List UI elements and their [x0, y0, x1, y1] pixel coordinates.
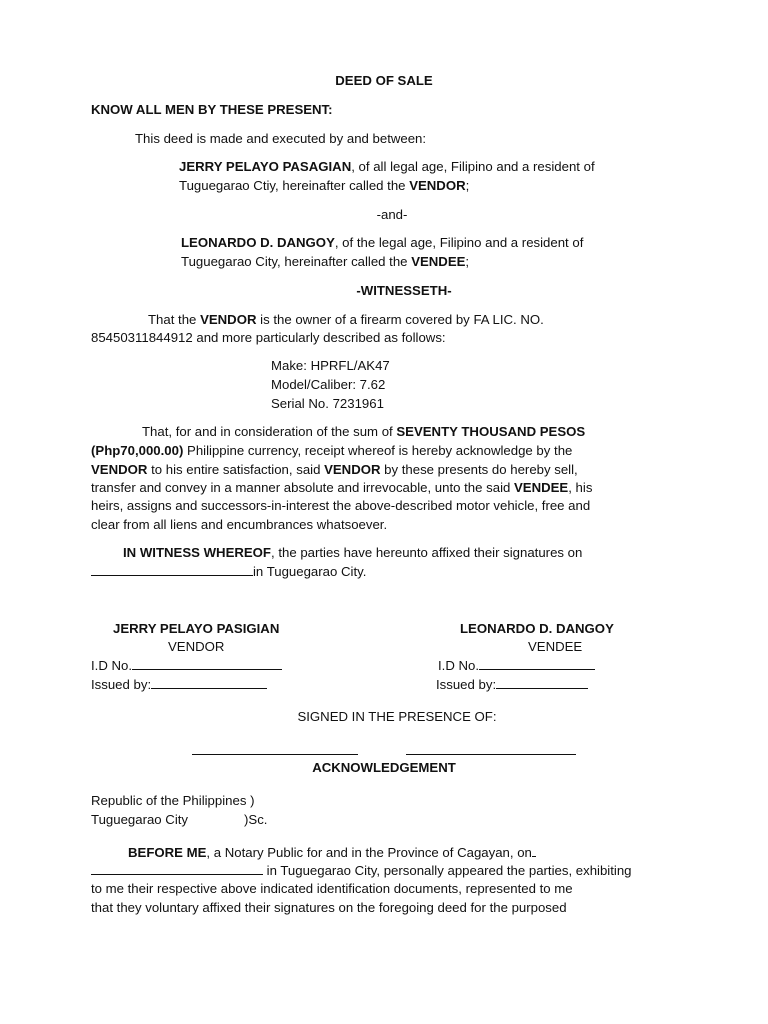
para2-text-e: transfer and convey in a manner absolute and irrevocable, unto the said — [91, 480, 514, 495]
right-issued-blank[interactable] — [496, 676, 588, 689]
firearm-model: Model/Caliber: 7.62 — [271, 377, 386, 392]
para2-text-d: by these presents do hereby sell, — [380, 462, 578, 477]
para4-line-1 — [128, 844, 536, 862]
right-id-label: I.D No. — [438, 658, 480, 673]
venue-city: Tuguegarao City — [91, 812, 189, 827]
signed-presence-heading: SIGNED IN THE PRESENCE OF: — [297, 709, 497, 724]
left-issued-line — [91, 676, 267, 694]
vendee-party-punct: ; — [465, 254, 470, 269]
para1-line-2: 85450311844912 and more particularly described as follows: — [91, 330, 446, 345]
para1-text-c: is the owner of a firearm covered by FA LIC. NO. — [256, 312, 544, 327]
vendor-party-line-1 — [179, 158, 595, 176]
vendor-role: VENDOR — [409, 178, 466, 193]
vendee-party-line-1 — [181, 234, 583, 252]
vendor-party-text-2: Tuguegarao Ctiy, hereinafter called the — [179, 178, 410, 193]
vendor-party-text: , of all legal age, Filipino and a resident of — [351, 159, 595, 174]
para2-line-4 — [91, 479, 592, 497]
signature-left-role: VENDOR — [168, 639, 225, 654]
vendee-role: VENDEE — [411, 254, 466, 269]
left-issued-label: Issued by: — [91, 677, 152, 692]
para2-line-1 — [142, 423, 585, 441]
para3-line-2 — [91, 563, 366, 581]
left-id-blank[interactable] — [132, 657, 282, 670]
para3-text-b: , the parties have hereunto affixed their signatures on — [271, 545, 583, 560]
know-all-heading: KNOW ALL MEN BY THESE PRESENT: — [91, 102, 333, 117]
para4-line-3: to me their respective above indicated identification documents, represented to me — [91, 881, 573, 896]
venue-sc: )Sc. — [244, 812, 268, 827]
venue-line-2 — [91, 811, 267, 829]
para1-text-a: That the — [148, 312, 201, 327]
para3-text-c: in Tuguegarao City. — [253, 564, 367, 579]
notary-date-blank-start[interactable] — [532, 844, 536, 857]
para2-line-3 — [91, 461, 578, 479]
right-issued-label: Issued by: — [436, 677, 497, 692]
firearm-make: Make: HPRFL/AK47 — [271, 358, 390, 373]
para2-line-5: heirs, assigns and successors-in-interest the above-described motor vehicle, free and — [91, 498, 591, 513]
para1-line-1 — [148, 311, 544, 329]
witness-signature-line-1[interactable] — [192, 754, 358, 755]
para2-text-b: Philippine currency, receipt whereof is hereby acknowledge by the — [183, 443, 573, 458]
intro-text: This deed is made and executed by and between: — [135, 131, 427, 146]
right-id-line — [438, 657, 595, 675]
before-me: BEFORE ME — [128, 845, 207, 860]
right-issued-line — [436, 676, 588, 694]
para4-text-b: , a Notary Public for and in the Province of Cagayan, on — [206, 845, 532, 860]
para1-vendor: VENDOR — [200, 312, 257, 327]
para4-text-c: in Tuguegarao City, personally appeared the parties, exhibiting — [263, 863, 632, 878]
date-blank-line[interactable] — [91, 563, 253, 576]
para2-amount-words: SEVENTY THOUSAND PESOS — [396, 424, 586, 439]
left-issued-blank[interactable] — [151, 676, 267, 689]
para3-line-1 — [123, 544, 582, 562]
signature-right-role: VENDEE — [528, 639, 583, 654]
para2-vendor-1: VENDOR — [91, 462, 148, 477]
and-separator: -and- — [376, 207, 408, 222]
right-id-blank[interactable] — [479, 657, 595, 670]
vendee-party-text-2: Tuguegarao City, hereinafter called the — [181, 254, 412, 269]
witnesseth-heading: -WITNESSETH- — [356, 283, 452, 298]
para2-vendee: VENDEE — [514, 480, 569, 495]
left-id-label: I.D No. — [91, 658, 133, 673]
vendor-party-punct: ; — [465, 178, 470, 193]
para2-text-c: to his entire satisfaction, said — [147, 462, 325, 477]
signature-left-name: JERRY PELAYO PASIGIAN — [113, 621, 280, 636]
para4-line-2 — [91, 862, 632, 880]
left-id-line — [91, 657, 282, 675]
vendee-party-name: LEONARDO D. DANGOY — [181, 235, 335, 250]
signature-right-name: LEONARDO D. DANGOY — [460, 621, 614, 636]
para2-line-6: clear from all liens and encumbrances whatsoever. — [91, 517, 388, 532]
vendee-party-line-2 — [181, 253, 469, 271]
witness-signature-line-2[interactable] — [406, 754, 576, 755]
para2-line-2 — [91, 442, 572, 460]
acknowledgement-heading: ACKNOWLEDGEMENT — [312, 760, 456, 775]
document-title: DEED OF SALE — [335, 73, 433, 88]
para2-text-f: , his — [568, 480, 593, 495]
vendor-party-line-2 — [179, 177, 469, 195]
venue-line-1: Republic of the Philippines ) — [91, 793, 255, 808]
firearm-serial: Serial No. 7231961 — [271, 396, 384, 411]
notary-date-blank[interactable] — [91, 862, 263, 875]
vendor-party-name: JERRY PELAYO PASAGIAN — [179, 159, 352, 174]
para2-vendor-2: VENDOR — [324, 462, 381, 477]
vendee-party-text: , of the legal age, Filipino and a resident of — [334, 235, 584, 250]
para2-amount: (Php70,000.00) — [91, 443, 184, 458]
para2-text-a: That, for and in consideration of the sum of — [142, 424, 397, 439]
in-witness-whereof: IN WITNESS WHEREOF — [123, 545, 271, 560]
para4-line-4: that they voluntary affixed their signatures on the foregoing deed for the purposed — [91, 900, 567, 915]
